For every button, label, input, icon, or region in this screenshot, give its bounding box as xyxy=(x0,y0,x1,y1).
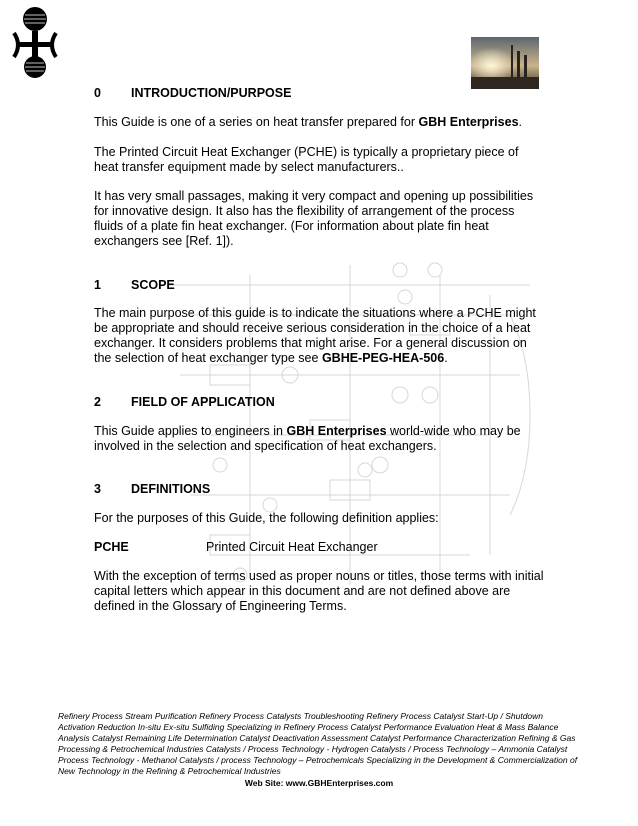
footer-text: Refinery Process Stream Purification Refinery Process Catalysts Troubleshooting Refinery Process Catalyst Start-Up / Shutdown Activation Reduction In-situ Ex-situ Sulfiding Specializing in Refinery Process Catalyst Performance Evaluation Heat & Mass Balance Analysis Catalyst Remaining Life Determination Catalyst Deactivation Assessment Catalyst Performance Characterization Refining & Gas Processing & Petrochemical Industries Catalysts / Process Technology - Hydrogen Catalysts / Process Technology – Ammonia Catalyst Process Technology - Methanol Catalysts / process Technology – Petrochemicals Specializing in the Development & Commercialization of New Technology in the Refining & Petrochemical Industries xyxy=(58,711,578,776)
website-link[interactable]: Web Site: www.GBHEnterprises.com xyxy=(244,778,394,788)
section-number: 0 xyxy=(94,86,101,100)
section-title: INTRODUCTION/PURPOSE xyxy=(131,86,292,100)
section-number: 3 xyxy=(94,482,101,496)
section-heading-field xyxy=(94,395,544,410)
text: world-wide who may be involved in the selection and specification of heat exchangers. xyxy=(94,424,521,453)
refinery-photo xyxy=(471,37,539,89)
document-body xyxy=(94,86,544,614)
document-reference: GBHE-PEG-HEA-506 xyxy=(321,351,445,365)
intro-paragraph-3: It has very small passages, making it very compact and opening up possibilities for innovative design. It also has the flexibility of arrangement of the process fluids of a plate fin heat exchanger. (For information about plate fin heat exchangers see [Ref. 1]). xyxy=(94,189,534,248)
definition-row xyxy=(94,540,544,555)
intro-paragraph-1 xyxy=(94,115,544,130)
scope-paragraph xyxy=(94,306,544,366)
section-heading-intro xyxy=(94,86,544,101)
intro-paragraph-2: The Printed Circuit Heat Exchanger (PCHE) is typically a proprietary piece of heat transfer equipment made by select manufacturers.. xyxy=(94,145,519,174)
text: The main purpose of this guide is to indicate the situations where a PCHE might be appropriate and should receive serious consideration in the choice of a heat exchanger. It considers problems that might arise. For a general discussion on the selection of heat exchanger type see xyxy=(94,306,536,365)
company-name: GBH Enterprises xyxy=(286,424,387,438)
section-title: SCOPE xyxy=(131,278,175,292)
text: . xyxy=(518,115,522,129)
definitions-intro: For the purposes of this Guide, the following definition applies: xyxy=(94,511,439,525)
field-paragraph xyxy=(94,424,544,454)
text: This Guide applies to engineers in xyxy=(94,424,287,438)
definition-text: Printed Circuit Heat Exchanger xyxy=(206,540,378,554)
definitions-paragraph: With the exception of terms used as proper nouns or titles, those terms with initial capital letters which appear in this document and are not defined above are defined in the Glossary of Engineering Terms. xyxy=(94,569,544,613)
company-logo xyxy=(10,5,60,80)
section-heading-definitions xyxy=(94,482,544,497)
text: . xyxy=(444,351,448,365)
section-title: FIELD OF APPLICATION xyxy=(131,395,275,409)
section-number: 2 xyxy=(94,395,101,409)
company-name: GBH Enterprises xyxy=(418,115,519,129)
section-heading-scope xyxy=(94,278,544,293)
section-number: 1 xyxy=(94,278,101,292)
section-title: DEFINITIONS xyxy=(131,482,211,496)
text: This Guide is one of a series on heat transfer prepared for xyxy=(94,115,419,129)
definition-term: PCHE xyxy=(94,540,129,554)
